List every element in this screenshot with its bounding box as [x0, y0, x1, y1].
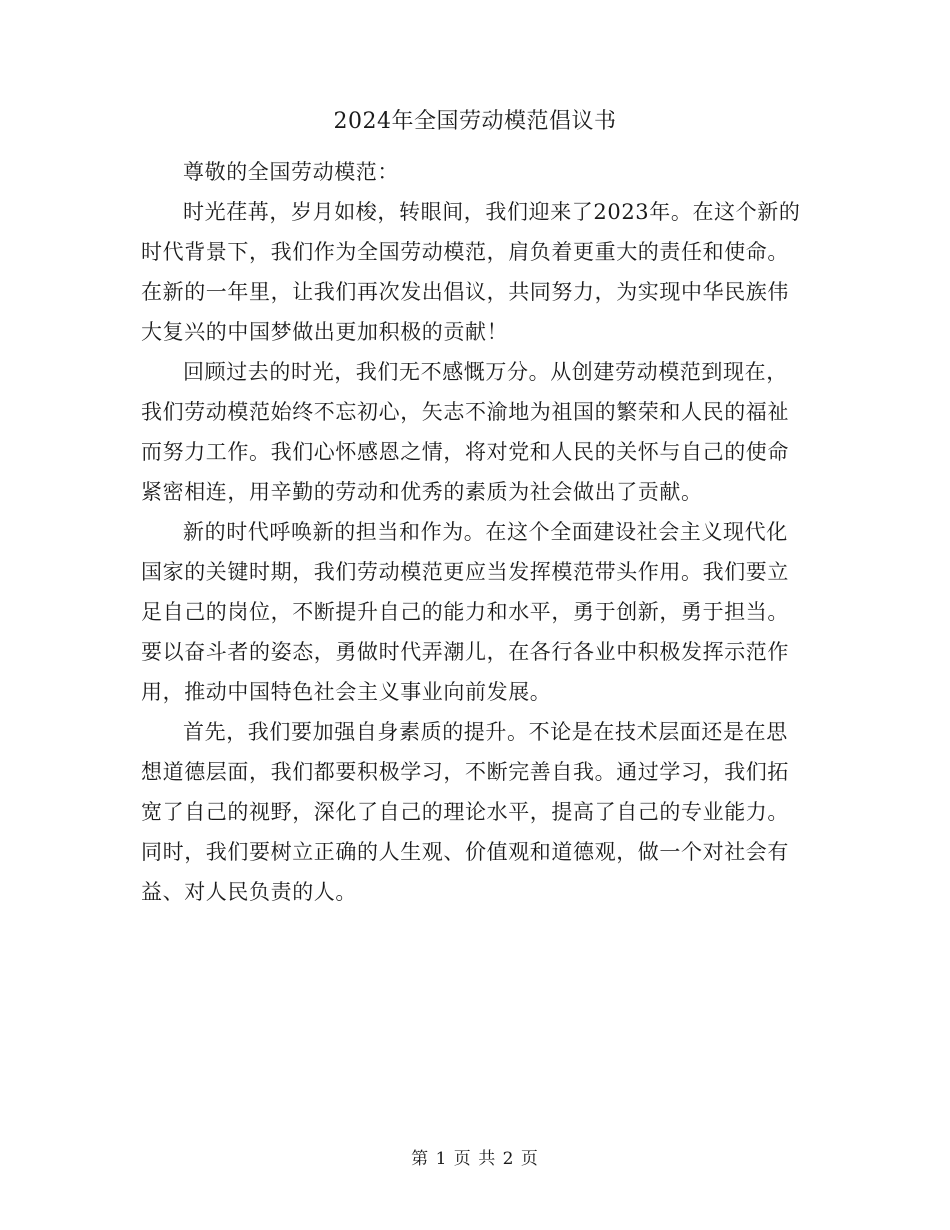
paragraph-4: 首先，我们要加强自身素质的提升。不论是在技术层面还是在思想道德层面，我们都要积极学习，不断完善自我。通过学习，我们拓宽了自己的视野，深化了自己的理论水平，提高了自己的专业能力。同时，我们要树立正确的人生观、价值观和道德观，做一个对社会有益、对人民负责的人。	[141, 720, 789, 904]
salutation: 尊敬的全国劳动模范：	[183, 160, 399, 184]
paragraph-3: 新的时代呼唤新的担当和作为。在这个全面建设社会主义现代化国家的关键时期，我们劳动模范更应当发挥模范带头作用。我们要立足自己的岗位，不断提升自己的能力和水平，勇于创新，勇于担当。要以奋斗者的姿态，勇做时代弄潮儿，在各行各业中积极发挥示范作用，推动中国特色社会主义事业向前发展。	[141, 520, 789, 704]
document-title: 2024年全国劳动模范倡议书	[333, 109, 617, 134]
paragraph-2: 回顾过去的时光，我们无不感慨万分。从创建劳动模范到现在，我们劳动模范始终不忘初心，矢志不渝地为祖国的繁荣和人民的福祉而努力工作。我们心怀感恩之情，将对党和人民的关怀与自己的使命紧密相连，用辛勤的劳动和优秀的素质为社会做出了贡献。	[141, 360, 789, 504]
paragraph-1: 时光荏苒，岁月如梭，转眼间，我们迎来了2023年。在这个新的时代背景下，我们作为全国劳动模范，肩负着更重大的责任和使命。在新的一年里，让我们再次发出倡议，共同努力，为实现中华民族伟大复兴的中国梦做出更加积极的贡献！	[141, 200, 801, 344]
page-footer: 第 1 页 共 2 页	[411, 1149, 539, 1169]
document-body	[141, 152, 809, 912]
